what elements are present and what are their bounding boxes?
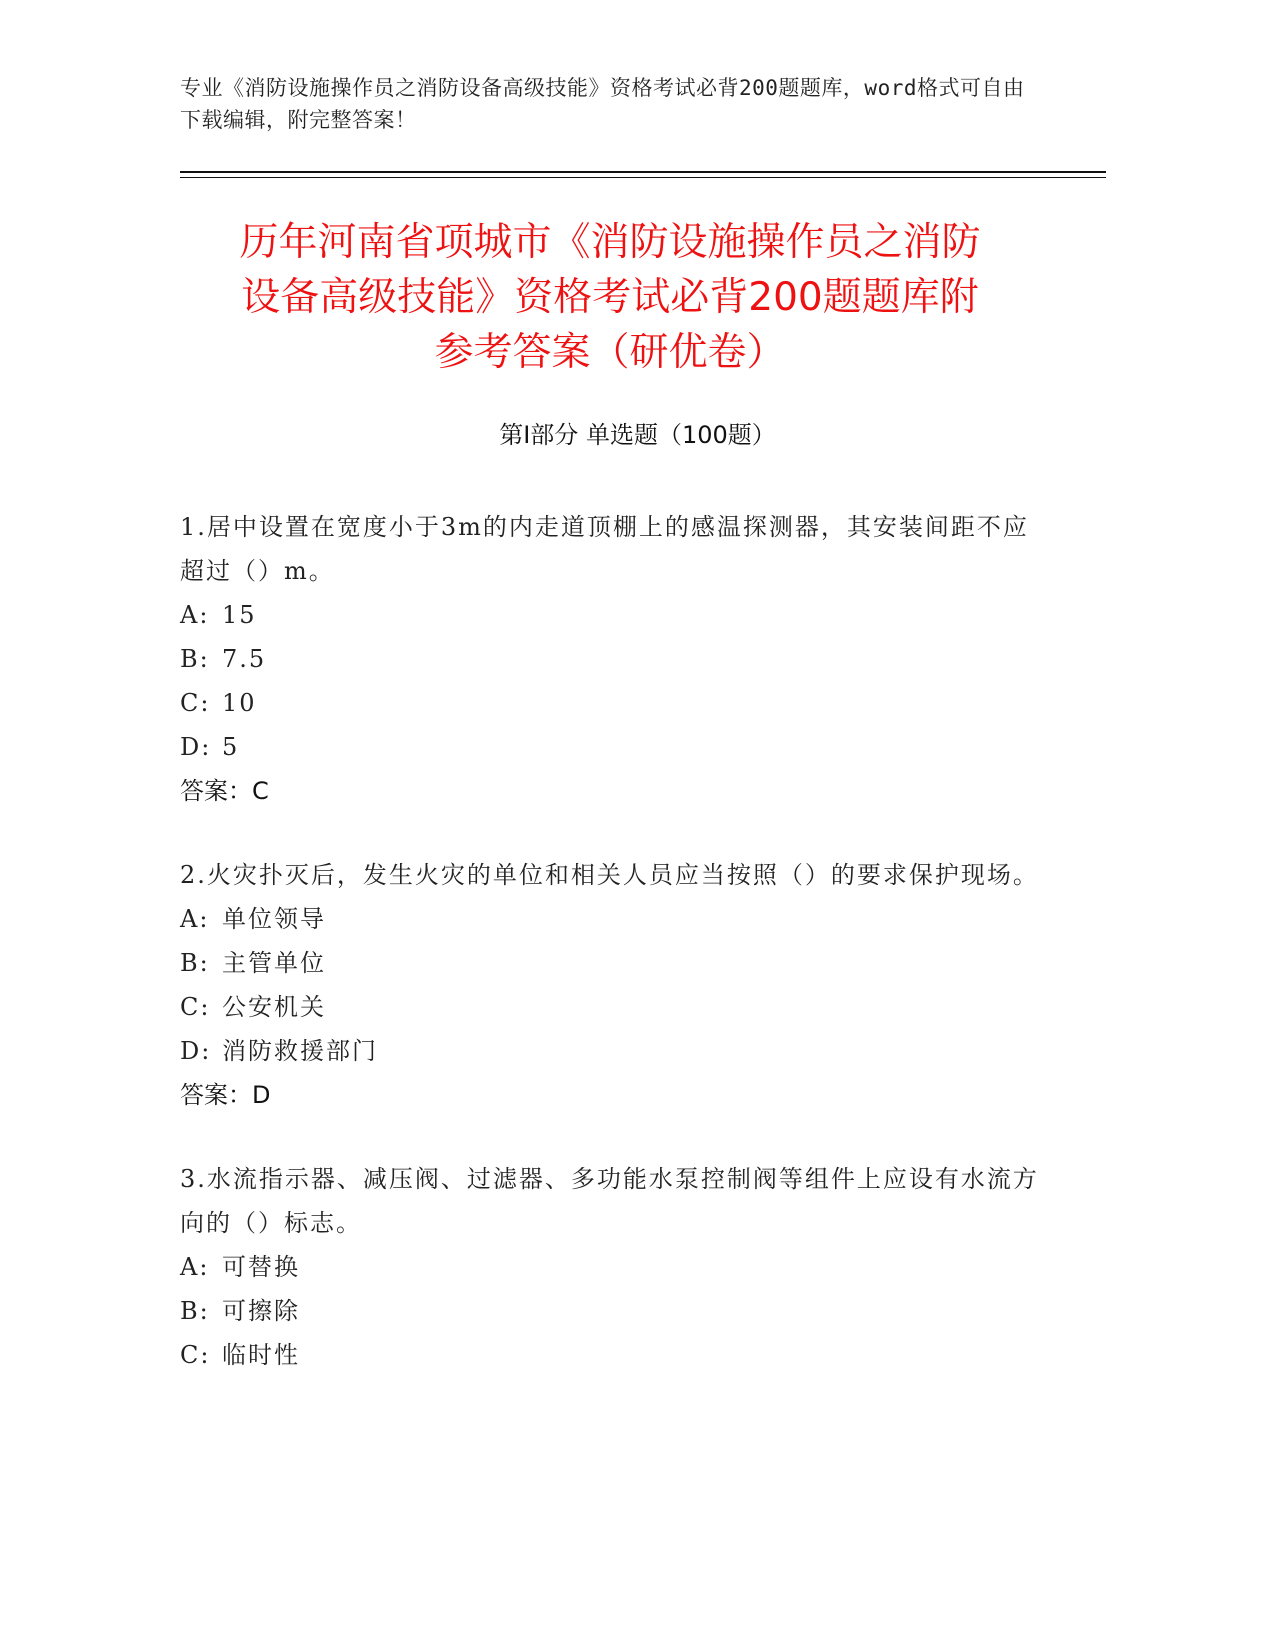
option-text: 消防救援部门 — [222, 1037, 378, 1065]
option-text: 15 — [222, 601, 257, 629]
option-d — [180, 725, 1040, 769]
header-rule-thin — [180, 177, 1106, 178]
option-text: 临时性 — [222, 1341, 300, 1369]
question-stem: 1.居中设置在宽度小于3m的内走道顶棚上的感温探测器，其安装间距不应超过（）m。 — [180, 513, 1029, 585]
option-text: 5 — [222, 733, 240, 761]
question-3 — [180, 1157, 1040, 1377]
option-key: C: — [180, 993, 211, 1021]
option-key: B: — [180, 645, 210, 673]
option-b — [180, 1289, 1040, 1333]
question-1 — [180, 505, 1040, 813]
option-key: A: — [180, 905, 210, 933]
option-key: C: — [180, 689, 211, 717]
option-key: B: — [180, 949, 210, 977]
option-key: D: — [180, 733, 212, 761]
option-a — [180, 1245, 1040, 1289]
answer: 答案：D — [180, 1081, 271, 1109]
option-text: 单位领导 — [222, 905, 326, 933]
option-c — [180, 985, 1040, 1029]
option-c — [180, 1333, 1040, 1377]
option-text: 可替换 — [222, 1253, 300, 1281]
header-rule-thick — [180, 171, 1106, 173]
document-title-line-1: 历年河南省项城市《消防设施操作员之消防 — [239, 220, 981, 265]
question-2 — [180, 853, 1040, 1117]
header-note: 专业《消防设施操作员之消防设备高级技能》资格考试必背200题题库，word格式可自由下载编辑，附完整答案！ — [180, 76, 1025, 132]
option-b — [180, 941, 1040, 985]
option-a — [180, 897, 1040, 941]
option-text: 7.5 — [222, 645, 267, 673]
option-text: 主管单位 — [222, 949, 326, 977]
option-key: A: — [180, 601, 210, 629]
option-text: 10 — [222, 689, 257, 717]
option-text: 公安机关 — [222, 993, 326, 1021]
answer: 答案：C — [180, 777, 269, 805]
question-list — [180, 505, 1040, 1417]
question-stem: 2.火灾扑灭后，发生火灾的单位和相关人员应当按照（）的要求保护现场。 — [180, 861, 1039, 889]
option-key: C: — [180, 1341, 211, 1369]
document-title-line-3: 参考答案（研优卷） — [434, 330, 786, 375]
section-heading: 第Ⅰ部分 单选题（100题） — [499, 421, 776, 449]
option-key: A: — [180, 1253, 210, 1281]
option-text: 可擦除 — [222, 1297, 300, 1325]
question-stem: 3.水流指示器、减压阀、过滤器、多功能水泵控制阀等组件上应设有水流方向的（）标志。 — [180, 1165, 1039, 1237]
document-title-line-2: 设备高级技能》资格考试必背200题题库附 — [241, 275, 979, 320]
option-c — [180, 681, 1040, 725]
option-key: D: — [180, 1037, 212, 1065]
option-d — [180, 1029, 1040, 1073]
option-b — [180, 637, 1040, 681]
option-a — [180, 593, 1040, 637]
document-title — [170, 215, 1050, 380]
option-key: B: — [180, 1297, 210, 1325]
